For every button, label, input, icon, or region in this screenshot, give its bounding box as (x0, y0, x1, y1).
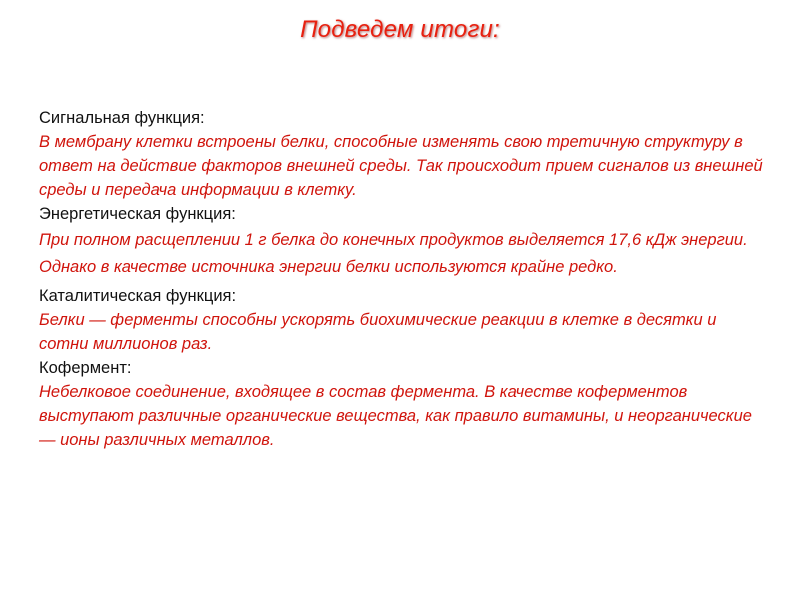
section-energy-function (39, 202, 769, 280)
section-heading: Кофермент: (39, 359, 132, 377)
slide-content (39, 106, 769, 452)
section-heading: Каталитическая функция: (39, 287, 237, 305)
section-catalytic-function (39, 284, 769, 356)
section-text: При полном расщеплении 1 г белка до конечных продуктов выделяется 17,6 кДж энергии. Однако в качестве источника энергии белки используются крайне редко. (39, 231, 748, 276)
section-coenzyme (39, 356, 769, 452)
section-text: В мембрану клетки встроены белки, способные изменять свою третичную структуру в ответ на действие факторов внешней среды. Так происходит прием сигналов из внешней среды и передача информации в клетку. (39, 133, 763, 199)
slide-title: Подведем итоги: (300, 16, 500, 43)
section-heading: Сигнальная функция: (39, 109, 205, 127)
section-heading: Энергетическая функция: (39, 205, 236, 223)
section-text: Небелковое соединение, входящее в состав фермента. В качестве коферментов выступают различные органические вещества, как правило витамины, и неорганические — ионы различных металлов. (39, 383, 752, 449)
section-signal-function (39, 106, 769, 202)
section-text: Белки — ферменты способны ускорять биохимические реакции в клетке в десятки и сотни миллионов раз. (39, 311, 717, 353)
